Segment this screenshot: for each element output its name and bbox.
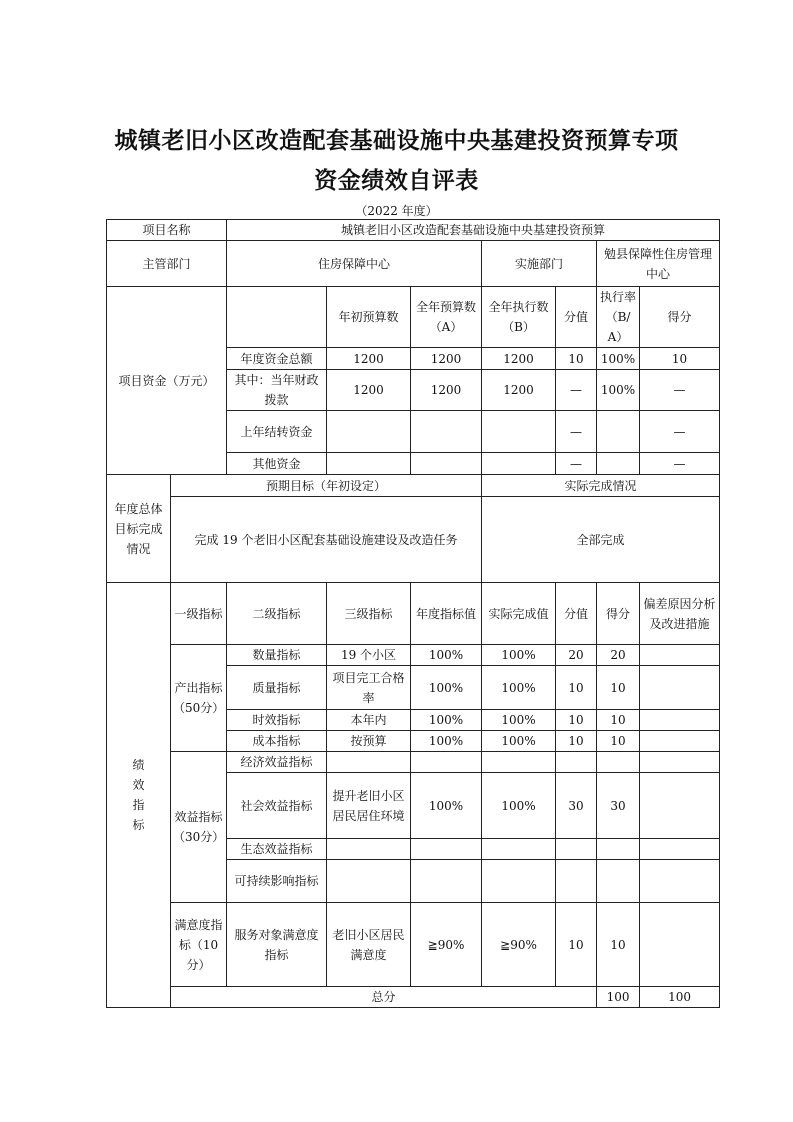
indicator-actual: [482, 839, 556, 860]
indicator-score: [556, 752, 597, 773]
indicator-target: [411, 839, 482, 860]
indicator-note: [640, 666, 720, 710]
indicator-score: 30: [556, 773, 597, 839]
indicator-got: 10: [597, 903, 640, 987]
funds-cell: 100%: [597, 370, 640, 411]
indicator-actual: 100%: [482, 666, 556, 710]
funds-cell: [327, 453, 411, 475]
indicator-header: 年度指标值: [411, 583, 482, 645]
total-score: 100: [597, 987, 640, 1008]
funds-header: 全年执行数（B）: [482, 287, 556, 348]
indicator-l3: 老旧小区居民满意度: [327, 903, 411, 987]
indicator-l3: 19 个小区: [327, 645, 411, 666]
indicator-target: [411, 752, 482, 773]
indicator-header: 三级指标: [327, 583, 411, 645]
satisfaction-indicator-label: 满意度指标（10分）: [171, 903, 227, 987]
indicator-target: ≧90%: [411, 903, 482, 987]
goals-actual-header: 实际完成情况: [482, 475, 720, 497]
indicator-note: [640, 860, 720, 903]
funds-cell: —: [640, 453, 720, 475]
funds-header: 分值: [556, 287, 597, 348]
funds-cell: 1200: [411, 348, 482, 370]
project-name-label: 项目名称: [107, 220, 227, 241]
indicator-l2: 生态效益指标: [227, 839, 327, 860]
indicator-note: [640, 645, 720, 666]
indicator-l3: [327, 839, 411, 860]
indicator-target: 100%: [411, 710, 482, 731]
goals-expected: 完成 19 个老旧小区配套基础设施建设及改造任务: [171, 497, 482, 583]
funds-cell: —: [556, 453, 597, 475]
indicator-l2: 服务对象满意度指标: [227, 903, 327, 987]
indicator-actual: 100%: [482, 710, 556, 731]
indicator-actual: [482, 860, 556, 903]
funds-cell: 1200: [327, 370, 411, 411]
indicator-l3: [327, 752, 411, 773]
indicator-l2: 数量指标: [227, 645, 327, 666]
indicator-score: 20: [556, 645, 597, 666]
funds-row-name: 其中：当年财政拨款: [227, 370, 327, 411]
goals-actual: 全部完成: [482, 497, 720, 583]
indicator-got: [597, 860, 640, 903]
funds-cell: —: [556, 370, 597, 411]
indicator-got: 10: [597, 731, 640, 752]
indicator-l2: 成本指标: [227, 731, 327, 752]
funds-header: 年初预算数: [327, 287, 411, 348]
funds-cell: [597, 453, 640, 475]
indicator-score: 10: [556, 731, 597, 752]
indicator-header: 偏差原因分析及改进措施: [640, 583, 720, 645]
benefit-indicator-label: 效益指标（30分）: [171, 752, 227, 903]
indicator-l3: 按预算: [327, 731, 411, 752]
funds-cell: —: [556, 411, 597, 453]
funds-row-name: 上年结转资金: [227, 411, 327, 453]
indicators-section-label: 绩效指标: [107, 583, 171, 1008]
dept-label: 主管部门: [107, 241, 227, 287]
funds-header: 全年预算数（A）: [411, 287, 482, 348]
funds-cell: 1200: [411, 370, 482, 411]
funds-cell: 1200: [482, 348, 556, 370]
total-label: 总分: [171, 987, 597, 1008]
funds-cell: 100%: [597, 348, 640, 370]
indicator-score: 10: [556, 666, 597, 710]
funds-cell: 1200: [482, 370, 556, 411]
indicator-l2: 时效指标: [227, 710, 327, 731]
indicator-target: 100%: [411, 773, 482, 839]
indicator-got: 30: [597, 773, 640, 839]
funds-row-name: 年度资金总额: [227, 348, 327, 370]
goals-label: 年度总体目标完成情况: [107, 475, 171, 583]
indicator-l3: 本年内: [327, 710, 411, 731]
funds-cell: [482, 453, 556, 475]
indicator-l3: 提升老旧小区居民居住环境: [327, 773, 411, 839]
impl-label: 实施部门: [482, 241, 597, 287]
indicator-l2: 经济效益指标: [227, 752, 327, 773]
indicator-got: 20: [597, 645, 640, 666]
total-got: 100: [640, 987, 720, 1008]
impl-value: 勉县保障性住房管理中心: [597, 241, 720, 287]
funds-cell: [411, 411, 482, 453]
indicator-got: [597, 839, 640, 860]
evaluation-table: [106, 219, 720, 1008]
funds-cell: [482, 411, 556, 453]
indicator-target: 100%: [411, 645, 482, 666]
indicator-score: [556, 839, 597, 860]
goals-expected-header: 预期目标（年初设定）: [171, 475, 482, 497]
indicator-note: [640, 903, 720, 987]
funds-row-name: 其他资金: [227, 453, 327, 475]
indicator-note: [640, 752, 720, 773]
indicator-header: 得分: [597, 583, 640, 645]
indicator-target: [411, 860, 482, 903]
indicator-l2: 可持续影响指标: [227, 860, 327, 903]
indicator-actual: 100%: [482, 731, 556, 752]
indicator-actual: 100%: [482, 773, 556, 839]
indicator-header: 实际完成值: [482, 583, 556, 645]
dept-value: 住房保障中心: [227, 241, 482, 287]
project-name-value: 城镇老旧小区改造配套基础设施中央基建投资预算: [227, 220, 720, 241]
indicator-header: 分值: [556, 583, 597, 645]
funds-cell: [597, 411, 640, 453]
document-title-line1: 城镇老旧小区改造配套基础设施中央基建投资预算专项: [114, 128, 679, 154]
indicator-l3: [327, 860, 411, 903]
indicator-note: [640, 710, 720, 731]
output-indicator-label: 产出指标（50分）: [171, 645, 227, 752]
indicator-l2: 质量指标: [227, 666, 327, 710]
indicator-got: [597, 752, 640, 773]
indicator-l3: 项目完工合格率: [327, 666, 411, 710]
indicator-note: [640, 773, 720, 839]
funds-cell: 10: [640, 348, 720, 370]
document-year: （2022 年度）: [355, 204, 438, 218]
indicator-actual: 100%: [482, 645, 556, 666]
indicator-header: 二级指标: [227, 583, 327, 645]
funds-cell: 10: [556, 348, 597, 370]
indicator-header: 一级指标: [171, 583, 227, 645]
funds-cell: —: [640, 411, 720, 453]
document-title-line2: 资金绩效自评表: [314, 168, 479, 194]
funds-header: 执行率（B/A）: [597, 287, 640, 348]
indicator-score: 10: [556, 710, 597, 731]
indicator-target: 100%: [411, 666, 482, 710]
funds-cell: [327, 411, 411, 453]
indicator-got: 10: [597, 666, 640, 710]
funds-cell: —: [640, 370, 720, 411]
indicator-got: 10: [597, 710, 640, 731]
indicator-actual: [482, 752, 556, 773]
funds-header-blank: [227, 287, 327, 348]
indicator-target: 100%: [411, 731, 482, 752]
indicator-note: [640, 731, 720, 752]
indicator-note: [640, 839, 720, 860]
indicator-actual: ≧90%: [482, 903, 556, 987]
indicator-score: [556, 860, 597, 903]
indicator-score: 10: [556, 903, 597, 987]
indicator-l2: 社会效益指标: [227, 773, 327, 839]
funds-label: 项目资金（万元）: [107, 287, 227, 475]
funds-cell: [411, 453, 482, 475]
funds-header: 得分: [640, 287, 720, 348]
funds-cell: 1200: [327, 348, 411, 370]
